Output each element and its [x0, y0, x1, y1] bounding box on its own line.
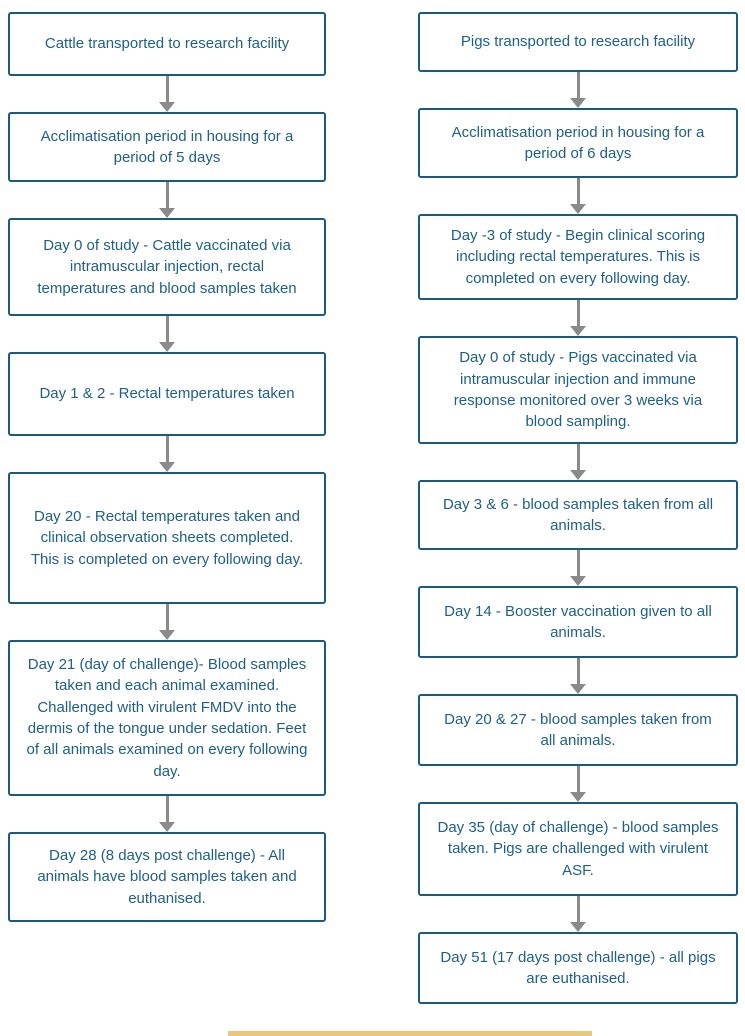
arrow-head — [159, 822, 175, 832]
pigs-step-2-text: Acclimatisation period in housing for a period of 6 days — [451, 123, 705, 162]
cattle-step-4-text: Day 1 & 2 - Rectal temperatures taken — [39, 385, 295, 403]
arrow-head — [570, 204, 586, 214]
arrow-down-icon — [570, 72, 586, 108]
cattle-step-2-box — [8, 112, 326, 182]
arrow-stem — [577, 444, 580, 470]
arrow-stem — [577, 550, 580, 576]
cattle-step-7-box — [8, 832, 326, 922]
cattle-step-3-text: Day 0 of study - Cattle vaccinated via intramuscular injection, rectal temperatures and blood samples taken — [37, 237, 297, 297]
arrow-down-icon — [159, 182, 175, 218]
cattle-step-6-text: Day 21 (day of challenge)- Blood samples taken and each animal examined. Challenged with virulent FMDV into the dermis of the tongue under sedation. Feet of all animals examined on every following day. — [26, 656, 308, 780]
pigs-step-4-box — [418, 336, 738, 444]
cattle-step-5-text: Day 20 - Rectal temperatures taken and clinical observation sheets completed. This is completed on every following day. — [30, 508, 304, 568]
arrow-down-icon — [570, 896, 586, 932]
arrow-down-icon — [159, 76, 175, 112]
pigs-step-7-text: Day 20 & 27 - blood samples taken from all animals. — [444, 710, 712, 749]
arrow-stem — [166, 436, 169, 462]
arrow-head — [570, 792, 586, 802]
pigs-step-8-text: Day 35 (day of challenge) - blood samples taken. Pigs are challenged with virulent ASF. — [437, 819, 719, 879]
arrow-head — [159, 462, 175, 472]
pigs-step-6-text: Day 14 - Booster vaccination given to all animals. — [444, 602, 712, 641]
pigs-step-1-box — [418, 12, 738, 72]
arrow-down-icon — [570, 550, 586, 586]
arrow-head — [159, 102, 175, 112]
arrow-down-icon — [570, 658, 586, 694]
arrow-down-icon — [570, 178, 586, 214]
cattle-step-1-box — [8, 12, 326, 76]
arrow-down-icon — [159, 316, 175, 352]
arrow-head — [570, 922, 586, 932]
pigs-step-9-text: Day 51 (17 days post challenge) - all pigs are euthanised. — [440, 948, 716, 987]
pigs-step-3-box — [418, 214, 738, 300]
cattle-flow-column — [8, 12, 326, 922]
arrow-stem — [577, 896, 580, 922]
arrow-head — [570, 326, 586, 336]
pigs-step-1-text: Pigs transported to research facility — [460, 33, 696, 51]
cattle-step-4-box — [8, 352, 326, 436]
pigs-step-8-box — [418, 802, 738, 896]
arrow-stem — [577, 658, 580, 684]
pigs-step-6-box — [418, 586, 738, 658]
arrow-stem — [166, 316, 169, 342]
cattle-step-7-text: Day 28 (8 days post challenge) - All animals have blood samples taken and euthanised. — [37, 847, 297, 907]
pigs-step-7-box — [418, 694, 738, 766]
arrow-stem — [166, 796, 169, 822]
arrow-stem — [577, 300, 580, 326]
pigs-step-5-box — [418, 480, 738, 550]
pigs-step-3-text: Day -3 of study - Begin clinical scoring including rectal temperatures. This is completed on every following day. — [450, 227, 706, 287]
arrow-stem — [577, 72, 580, 98]
arrow-stem — [166, 604, 169, 630]
arrow-down-icon — [570, 444, 586, 480]
arrow-head — [570, 684, 586, 694]
cattle-step-5-box — [8, 472, 326, 604]
pigs-flow-column — [418, 12, 738, 1004]
arrow-down-icon — [159, 796, 175, 832]
cattle-step-1-text: Cattle transported to research facility — [44, 35, 290, 53]
arrow-stem — [577, 178, 580, 204]
arrow-stem — [166, 76, 169, 102]
pigs-step-2-box — [418, 108, 738, 178]
bottom-cropped-edge — [228, 1031, 592, 1036]
arrow-down-icon — [159, 604, 175, 640]
arrow-head — [159, 342, 175, 352]
arrow-stem — [166, 182, 169, 208]
cattle-step-6-box — [8, 640, 326, 796]
pigs-step-4-text: Day 0 of study - Pigs vaccinated via intramuscular injection and immune response monitored over 3 weeks via blood sampling. — [453, 349, 703, 431]
arrow-head — [159, 208, 175, 218]
arrow-stem — [577, 766, 580, 792]
cattle-step-3-box — [8, 218, 326, 316]
pigs-step-9-box — [418, 932, 738, 1004]
arrow-down-icon — [570, 766, 586, 802]
arrow-head — [570, 98, 586, 108]
arrow-head — [570, 470, 586, 480]
cattle-step-2-text: Acclimatisation period in housing for a period of 5 days — [40, 127, 294, 166]
pigs-step-5-text: Day 3 & 6 - blood samples taken from all animals. — [442, 495, 714, 534]
arrow-head — [570, 576, 586, 586]
arrow-down-icon — [159, 436, 175, 472]
arrow-down-icon — [570, 300, 586, 336]
arrow-head — [159, 630, 175, 640]
